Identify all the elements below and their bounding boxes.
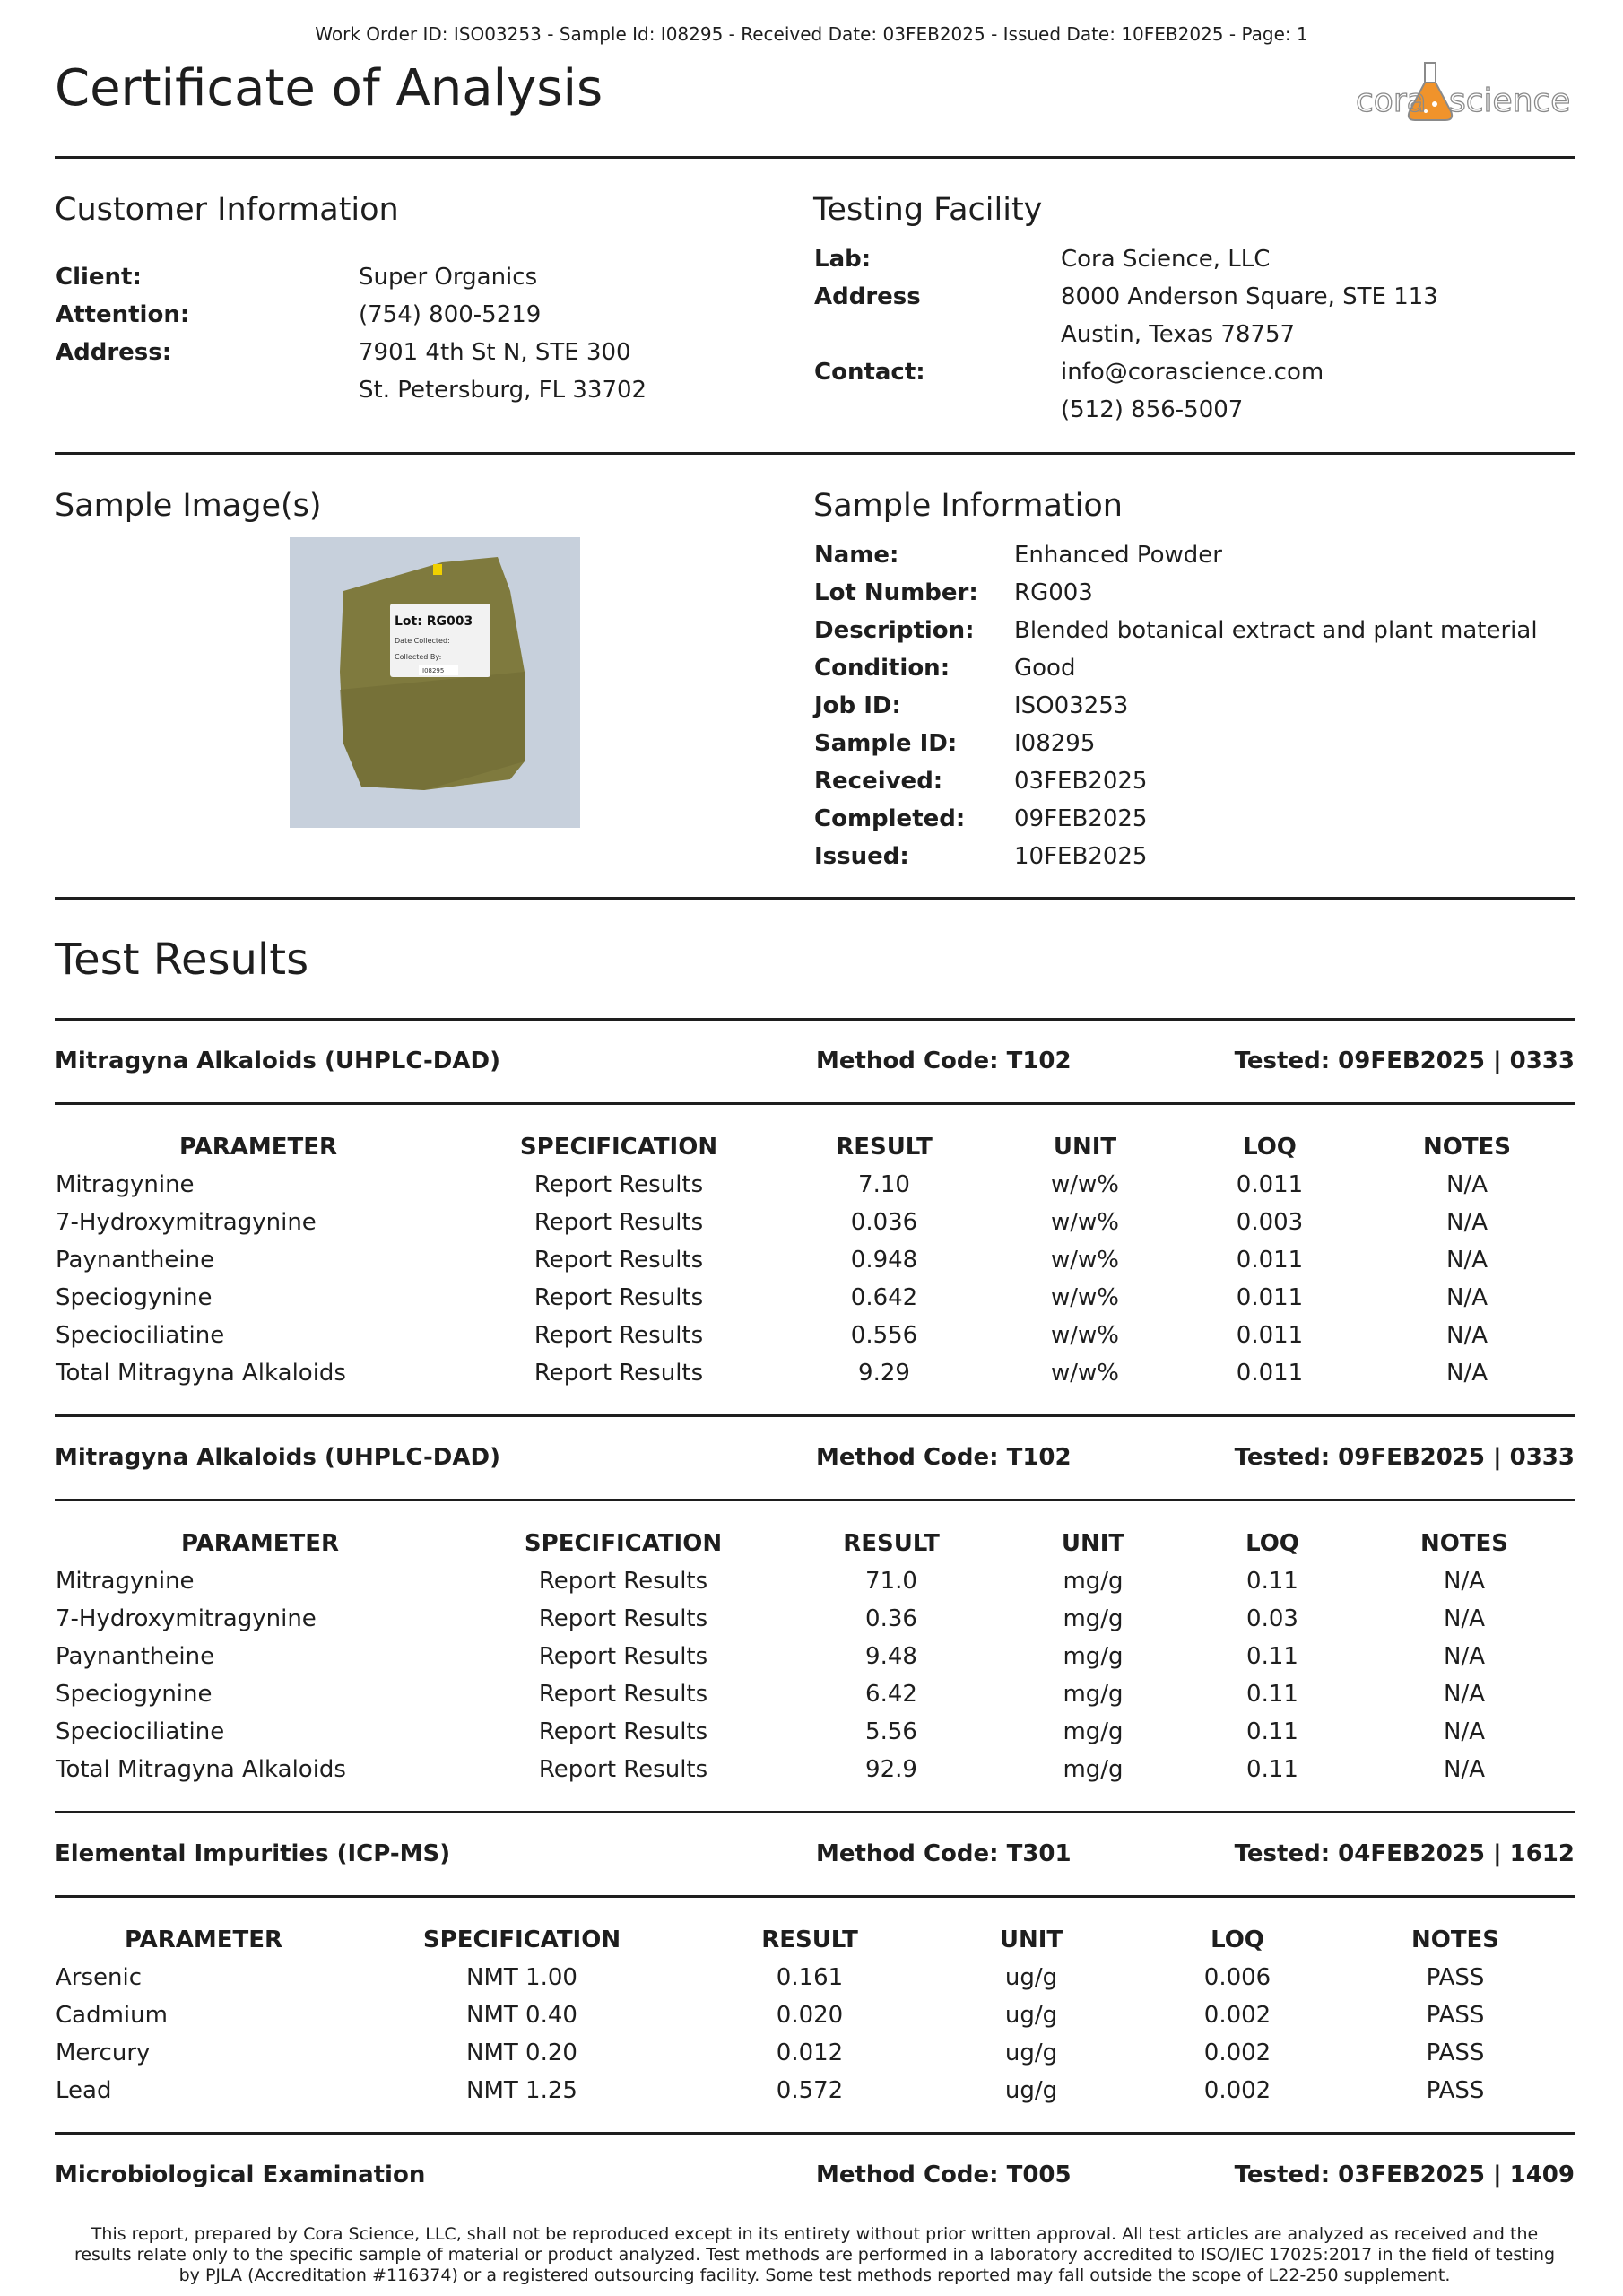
cell-notes: N/A [1446, 1284, 1488, 1311]
facility-label: Address [814, 283, 921, 310]
sample-info-value: I08295 [1014, 730, 1096, 757]
cell-unit: ug/g [1004, 2039, 1058, 2066]
sample-info-label: Lot Number: [814, 579, 978, 606]
column-header: RESULT [761, 1926, 858, 1953]
tested-date: Tested: 03FEB2025 | 1409 [1234, 2161, 1575, 2188]
sample-info-value: RG003 [1014, 579, 1093, 606]
cell-notes: PASS [1426, 1964, 1485, 1991]
cell-loq: 0.11 [1246, 1718, 1298, 1745]
cell-specification: Report Results [534, 1209, 704, 1236]
cell-specification: Report Results [534, 1171, 704, 1198]
page-title: Certificate of Analysis [55, 59, 603, 117]
sample-info-label: Name: [814, 542, 899, 569]
divider [55, 897, 1575, 900]
cell-parameter: 7-Hydroxymitragynine [56, 1605, 317, 1632]
cell-notes: N/A [1446, 1209, 1488, 1236]
column-header: SPECIFICATION [524, 1530, 723, 1557]
cell-result: 92.9 [865, 1756, 917, 1783]
sample-info-value: 03FEB2025 [1014, 768, 1148, 795]
cell-specification: NMT 0.20 [466, 2039, 577, 2066]
column-header: LOQ [1211, 1926, 1264, 1953]
sample-info-label: Issued: [814, 843, 909, 870]
cell-specification: Report Results [538, 1681, 708, 1708]
column-header: UNIT [1061, 1530, 1125, 1557]
customer-label: Address: [56, 339, 172, 366]
cell-result: 9.48 [865, 1643, 917, 1670]
column-header: LOQ [1245, 1530, 1299, 1557]
cell-result: 0.556 [850, 1322, 918, 1349]
facility-label: Contact: [814, 359, 925, 386]
cell-parameter: Speciociliatine [56, 1718, 225, 1745]
cell-loq: 0.003 [1236, 1209, 1304, 1236]
cell-parameter: Arsenic [56, 1964, 143, 1991]
facility-email: info@corascience.com [1061, 359, 1324, 386]
logo-text-cora: cora [1356, 83, 1427, 119]
cell-loq: 0.11 [1246, 1643, 1298, 1670]
sample-info-value: Blended botanical extract and plant material [1014, 617, 1538, 644]
tested-date: Tested: 09FEB2025 | 0333 [1234, 1444, 1575, 1471]
cell-loq: 0.011 [1236, 1360, 1304, 1387]
column-header: NOTES [1422, 1134, 1512, 1161]
divider [55, 1499, 1575, 1501]
cell-notes: N/A [1446, 1171, 1488, 1198]
cell-unit: w/w% [1051, 1284, 1119, 1311]
cell-specification: Report Results [538, 1756, 708, 1783]
customer-label: Client: [56, 264, 142, 291]
cell-loq: 0.011 [1236, 1284, 1304, 1311]
cell-unit: mg/g [1063, 1681, 1124, 1708]
cell-unit: ug/g [1004, 2077, 1058, 2104]
divider [55, 156, 1575, 159]
column-header: PARAMETER [180, 1530, 340, 1557]
cell-parameter: Paynantheine [56, 1643, 215, 1670]
cell-result: 0.012 [776, 2039, 844, 2066]
column-header: RESULT [843, 1530, 940, 1557]
column-header: UNIT [999, 1926, 1063, 1953]
sample-info-label: Received: [814, 768, 943, 795]
column-header: LOQ [1243, 1134, 1297, 1161]
tested-date: Tested: 09FEB2025 | 0333 [1234, 1048, 1575, 1074]
cell-unit: w/w% [1051, 1322, 1119, 1349]
cell-result: 71.0 [865, 1568, 917, 1595]
test-name: Elemental Impurities (ICP-MS) [55, 1840, 451, 1867]
cell-unit: mg/g [1063, 1643, 1124, 1670]
divider [55, 1102, 1575, 1105]
cell-parameter: Speciogynine [56, 1284, 213, 1311]
cell-loq: 0.011 [1236, 1171, 1304, 1198]
customer-value: St. Petersburg, FL 33702 [359, 377, 647, 404]
cell-specification: Report Results [538, 1568, 708, 1595]
sample-info-label: Job ID: [814, 692, 901, 719]
cell-result: 0.948 [850, 1247, 918, 1274]
cell-unit: w/w% [1051, 1247, 1119, 1274]
cell-specification: NMT 1.25 [466, 2077, 577, 2104]
cell-notes: N/A [1444, 1681, 1485, 1708]
cell-result: 0.572 [776, 2077, 844, 2104]
cell-loq: 0.11 [1246, 1681, 1298, 1708]
test-name: Microbiological Examination [55, 2161, 426, 2188]
cell-notes: N/A [1446, 1322, 1488, 1349]
divider [55, 1018, 1575, 1021]
disclaimer-footer [55, 2224, 1575, 2286]
svg-text:Lot: RG003: Lot: RG003 [395, 614, 473, 629]
cell-parameter: Mercury [56, 2039, 151, 2066]
cell-notes: PASS [1426, 2002, 1485, 2029]
cell-loq: 0.002 [1203, 2039, 1271, 2066]
cora-science-logo [1354, 59, 1569, 131]
divider [55, 1895, 1575, 1898]
cell-notes: PASS [1426, 2039, 1485, 2066]
customer-value: (754) 800-5219 [359, 301, 542, 328]
sample-info-value: Enhanced Powder [1014, 542, 1222, 569]
cell-result: 6.42 [865, 1681, 917, 1708]
cell-unit: mg/g [1063, 1605, 1124, 1632]
cell-result: 0.36 [865, 1605, 917, 1632]
cell-parameter: Mitragynine [56, 1171, 195, 1198]
method-code: Method Code: T102 [816, 1444, 1072, 1471]
customer-value: 7901 4th St N, STE 300 [359, 339, 631, 366]
cell-specification: Report Results [534, 1360, 704, 1387]
column-header: UNIT [1053, 1134, 1117, 1161]
customer-heading: Customer Information [55, 192, 399, 228]
facility-value: 8000 Anderson Square, STE 113 [1061, 283, 1438, 310]
test-name: Mitragyna Alkaloids (UHPLC-DAD) [55, 1444, 500, 1471]
cell-notes: N/A [1444, 1643, 1485, 1670]
sample-info-label: Description: [814, 617, 975, 644]
cell-unit: mg/g [1063, 1568, 1124, 1595]
divider [55, 1414, 1575, 1417]
cell-specification: Report Results [538, 1605, 708, 1632]
cell-unit: mg/g [1063, 1756, 1124, 1783]
cell-loq: 0.002 [1203, 2077, 1271, 2104]
cell-parameter: Paynantheine [56, 1247, 215, 1274]
sample-images-heading: Sample Image(s) [55, 488, 322, 524]
cell-notes: N/A [1444, 1605, 1485, 1632]
sample-photo [290, 537, 580, 828]
customer-value: Super Organics [359, 264, 538, 291]
sample-info-label: Completed: [814, 805, 966, 832]
cell-specification: Report Results [534, 1322, 704, 1349]
cell-unit: w/w% [1051, 1209, 1119, 1236]
column-header: SPECIFICATION [422, 1926, 621, 1953]
cell-result: 0.020 [776, 2002, 844, 2029]
cell-notes: N/A [1446, 1247, 1488, 1274]
cell-parameter: Total Mitragyna Alkaloids [56, 1360, 346, 1387]
logo-text-science: science [1449, 83, 1569, 119]
customer-label: Attention: [56, 301, 190, 328]
facility-heading: Testing Facility [813, 192, 1043, 228]
cell-notes: N/A [1444, 1718, 1485, 1745]
cell-parameter: Cadmium [56, 2002, 168, 2029]
cell-result: 7.10 [858, 1171, 910, 1198]
svg-text:Date Collected:: Date Collected: [395, 637, 450, 645]
work-order-header: Work Order ID: ISO03253 - Sample Id: I08295 - Received Date: 03FEB2025 - Issued Date: 10FEB2025 - Page: 1 [315, 23, 1308, 45]
divider [55, 452, 1575, 455]
cell-loq: 0.011 [1236, 1247, 1304, 1274]
cell-specification: NMT 1.00 [466, 1964, 577, 1991]
cell-specification: Report Results [538, 1718, 708, 1745]
cell-parameter: Lead [56, 2077, 112, 2104]
facility-value: Austin, Texas 78757 [1061, 321, 1296, 348]
cell-loq: 0.011 [1236, 1322, 1304, 1349]
divider [55, 2132, 1575, 2135]
cell-unit: w/w% [1051, 1171, 1119, 1198]
sample-info-value: 10FEB2025 [1014, 843, 1148, 870]
svg-text:I08295: I08295 [422, 667, 445, 674]
cell-loq: 0.11 [1246, 1568, 1298, 1595]
cell-specification: Report Results [538, 1643, 708, 1670]
facility-value: (512) 856-5007 [1061, 396, 1244, 423]
cell-parameter: Speciogynine [56, 1681, 213, 1708]
column-header: PARAMETER [178, 1134, 338, 1161]
column-header: NOTES [1419, 1530, 1509, 1557]
cell-unit: w/w% [1051, 1360, 1119, 1387]
facility-value: Cora Science, LLC [1061, 246, 1271, 273]
divider [55, 1811, 1575, 1813]
column-header: NOTES [1410, 1926, 1500, 1953]
disclaimer-line: This report, prepared by Cora Science, LLC, shall not be reproduced except in its entirety without prior written approval. All test articles are analyzed as received and the [91, 2224, 1539, 2244]
column-header: RESULT [836, 1134, 933, 1161]
cell-parameter: Mitragynine [56, 1568, 195, 1595]
cell-notes: N/A [1446, 1360, 1488, 1387]
method-code: Method Code: T102 [816, 1048, 1072, 1074]
test-name: Mitragyna Alkaloids (UHPLC-DAD) [55, 1048, 500, 1074]
cell-specification: NMT 0.40 [466, 2002, 577, 2029]
cell-result: 0.161 [776, 1964, 844, 1991]
sample-info-value: 09FEB2025 [1014, 805, 1148, 832]
cell-loq: 0.11 [1246, 1756, 1298, 1783]
cell-loq: 0.006 [1203, 1964, 1271, 1991]
facility-label: Lab: [814, 246, 872, 273]
cell-loq: 0.002 [1203, 2002, 1271, 2029]
cell-result: 0.036 [850, 1209, 918, 1236]
cell-unit: ug/g [1004, 1964, 1058, 1991]
method-code: Method Code: T005 [816, 2161, 1072, 2188]
cell-unit: ug/g [1004, 2002, 1058, 2029]
sample-info-value: ISO03253 [1014, 692, 1129, 719]
test-results-heading: Test Results [55, 935, 309, 985]
sample-info-label: Condition: [814, 655, 950, 682]
cell-result: 0.642 [850, 1284, 918, 1311]
cell-specification: Report Results [534, 1247, 704, 1274]
sample-info-value: Good [1014, 655, 1076, 682]
cell-notes: N/A [1444, 1568, 1485, 1595]
disclaimer-line: by PJLA (Accreditation #116374) or a registered outsourcing facility. Some test methods reported may fall outside the scope of L22-250 supplement. [178, 2266, 1451, 2285]
cell-loq: 0.03 [1246, 1605, 1298, 1632]
sample-info-label: Sample ID: [814, 730, 958, 757]
cell-notes: N/A [1444, 1756, 1485, 1783]
cell-result: 9.29 [858, 1360, 910, 1387]
cell-parameter: 7-Hydroxymitragynine [56, 1209, 317, 1236]
cell-parameter: Speciociliatine [56, 1322, 225, 1349]
svg-text:Collected By:: Collected By: [395, 653, 442, 661]
column-header: SPECIFICATION [519, 1134, 718, 1161]
cell-notes: PASS [1426, 2077, 1485, 2104]
column-header: PARAMETER [124, 1926, 283, 1953]
cell-result: 5.56 [865, 1718, 917, 1745]
method-code: Method Code: T301 [816, 1840, 1072, 1867]
disclaimer-line: results relate only to the specific sample of material or product analyzed. Test methods are performed in a laboratory accredited to ISO/IEC 17025:2017 in the field of testing [74, 2245, 1556, 2265]
cell-unit: mg/g [1063, 1718, 1124, 1745]
tested-date: Tested: 04FEB2025 | 1612 [1234, 1840, 1575, 1867]
cell-specification: Report Results [534, 1284, 704, 1311]
cell-parameter: Total Mitragyna Alkaloids [56, 1756, 346, 1783]
sample-info-heading: Sample Information [813, 488, 1123, 524]
